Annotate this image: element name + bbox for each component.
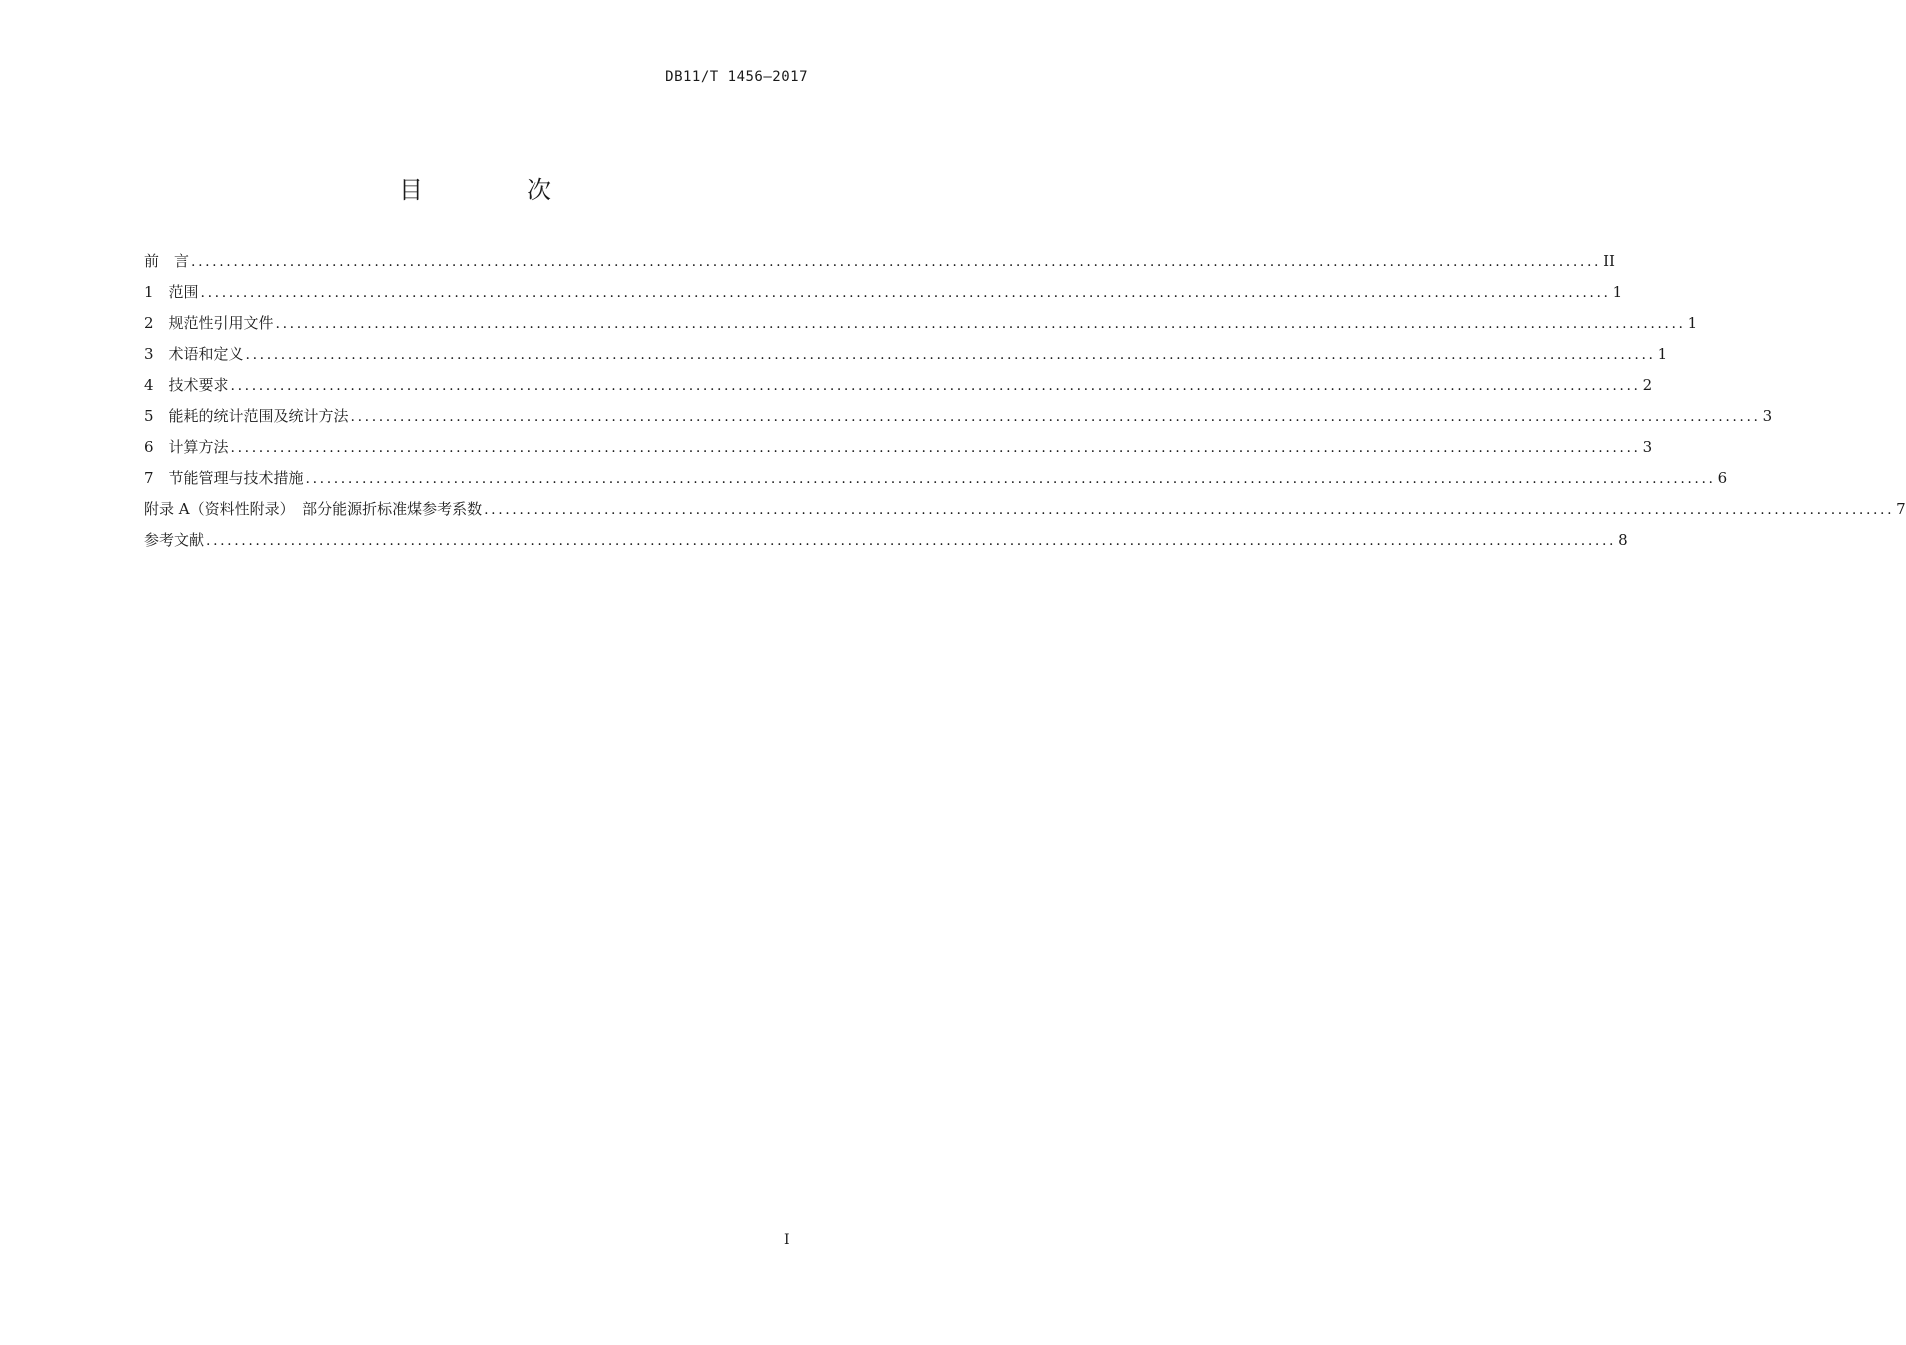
toc-entry-calculation[interactable]: [144, 436, 1653, 467]
document-code: DB11/T 1456—2017: [665, 69, 808, 85]
toc-entry-label: 3 术语和定义: [144, 345, 244, 363]
toc-entry-appendix-a[interactable]: [144, 498, 1906, 529]
toc-entry-page: 7: [1896, 500, 1906, 518]
toc-leader-dots: ........................................................................................................................................................................................................: [484, 502, 1895, 518]
toc-entry-label: 参考文献: [144, 531, 205, 549]
toc-leader-dots: ........................................................................................................................................................................................................: [191, 254, 1602, 270]
toc-entry-bibliography[interactable]: [144, 529, 1628, 560]
toc-entry-label: 5 能耗的统计范围及统计方法: [144, 407, 349, 425]
toc-entry-terms[interactable]: [144, 343, 1668, 374]
page-number: I: [784, 1232, 790, 1248]
toc-entry-label: 2 规范性引用文件: [144, 314, 274, 332]
toc-entry-statistics[interactable]: [144, 405, 1773, 436]
toc-entry-label: 7 节能管理与技术措施: [144, 469, 304, 487]
toc-entry-normative-references[interactable]: [144, 312, 1698, 343]
toc-leader-dots: ........................................................................................................................................................................................................: [206, 533, 1617, 549]
toc-entry-page: 3: [1762, 407, 1773, 425]
toc-entry-page: 1: [1612, 283, 1623, 301]
toc-entry-page: 1: [1687, 314, 1698, 332]
toc-entry-page: 3: [1642, 438, 1653, 456]
toc-leader-dots: ........................................................................................................................................................................................................: [275, 316, 1686, 332]
table-of-contents: [144, 250, 1906, 560]
toc-leader-dots: ........................................................................................................................................................................................................: [200, 285, 1611, 301]
toc-entry-page: 6: [1717, 469, 1728, 487]
toc-entry-label: 附录 A（资料性附录） 部分能源折标准煤参考系数: [144, 500, 483, 518]
toc-entry-label: 前 言: [144, 252, 190, 270]
toc-entry-scope[interactable]: [144, 281, 1623, 312]
toc-entry-page: II: [1603, 252, 1615, 270]
toc-leader-dots: ........................................................................................................................................................................................................: [350, 409, 1761, 425]
toc-entry-label: 4 技术要求: [144, 376, 229, 394]
toc-leader-dots: ........................................................................................................................................................................................................: [305, 471, 1716, 487]
toc-entry-label: 6 计算方法: [144, 438, 229, 456]
toc-leader-dots: ........................................................................................................................................................................................................: [230, 440, 1641, 456]
toc-entry-foreword[interactable]: [144, 250, 1615, 281]
toc-entry-page: 8: [1618, 531, 1628, 549]
toc-entry-label: 1 范围: [144, 283, 199, 301]
toc-entry-technical-requirements[interactable]: [144, 374, 1653, 405]
toc-entry-page: 1: [1657, 345, 1668, 363]
toc-entry-page: 2: [1642, 376, 1653, 394]
toc-entry-management[interactable]: [144, 467, 1728, 498]
page-title: 目 次: [399, 176, 591, 204]
toc-leader-dots: ........................................................................................................................................................................................................: [230, 378, 1641, 394]
toc-leader-dots: ........................................................................................................................................................................................................: [245, 347, 1656, 363]
